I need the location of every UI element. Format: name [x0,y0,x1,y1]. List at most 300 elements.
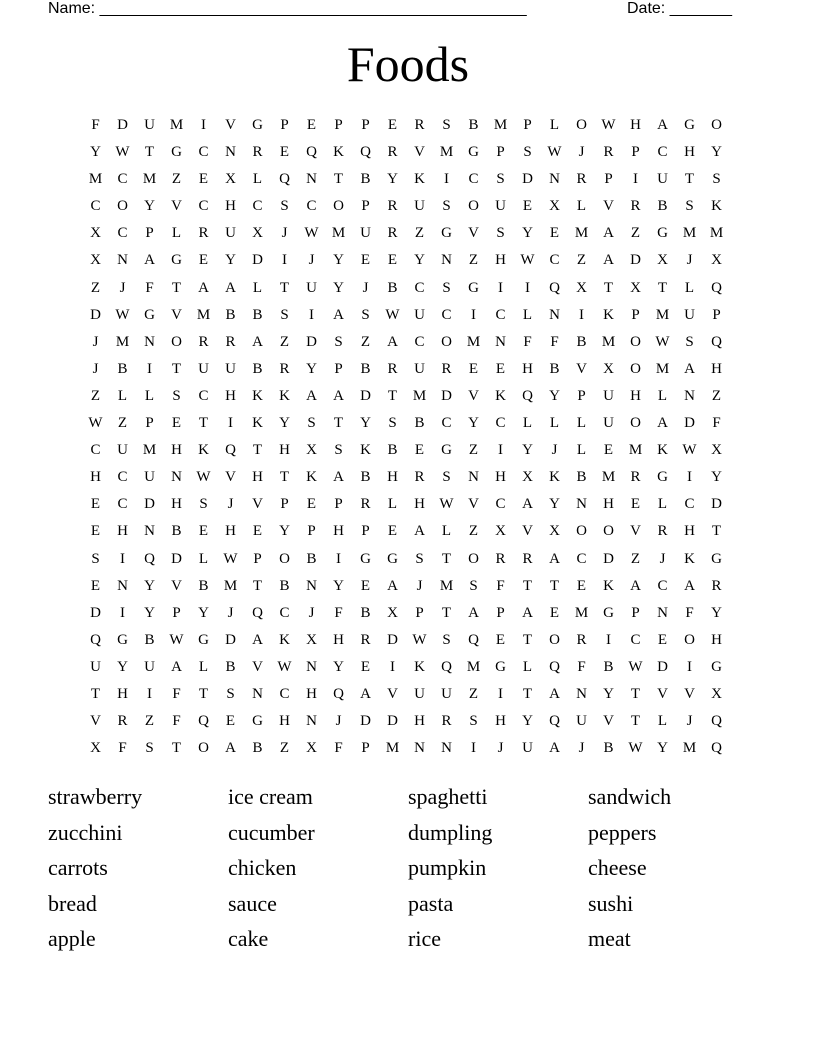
grid-letter: R [495,550,506,567]
grid-letter: L [522,658,533,675]
grid-letter: H [684,523,695,540]
grid-letter: A [306,387,317,404]
grid-letter: T [279,279,290,296]
grid-letter: K [360,442,371,459]
grid-letter: D [225,631,236,648]
grid-letter: V [468,387,479,404]
grid-letter: P [496,144,505,161]
grid-letter: F [334,604,343,621]
grid-letter: M [493,117,508,133]
grid-letter: V [387,685,398,702]
grid-letter: K [603,577,614,594]
grid-letter: M [412,387,427,404]
grid-letter: A [522,496,533,513]
grid-letter: F [496,577,505,594]
grid-letter: I [498,442,503,459]
grid-letter: M [88,171,103,188]
grid-letter: X [549,198,560,215]
grid-letter: L [387,496,398,513]
word-list-item: sushi [588,890,634,916]
grid-letter: K [549,469,560,486]
grid-letter: N [441,740,452,757]
grid-letter: Y [144,604,155,621]
grid-letter: S [469,713,478,730]
grid-letter: Y [333,577,344,594]
grid-letter: E [603,442,614,459]
grid-letter: V [414,144,425,161]
grid-letter: O [549,631,560,648]
grid-letter: B [603,658,614,675]
grid-letter: L [549,415,560,432]
word-list-item: apple [48,926,96,952]
grid-letter: N [576,685,587,702]
grid-letter: K [414,658,425,675]
grid-letter: Z [279,333,290,350]
word-list-item: sauce [228,890,277,916]
grid-letter: B [360,360,371,377]
grid-letter: P [631,144,640,161]
grid-letter: D [171,550,182,567]
word-list-item: pumpkin [408,855,487,881]
grid-letter: R [630,469,641,486]
word-list-item: bread [48,890,97,916]
grid-letter: Z [171,171,182,188]
grid-letter: W [277,658,292,675]
grid-letter: R [225,333,236,350]
grid-letter: Q [468,631,479,648]
grid-letter: L [657,387,668,404]
grid-letter: H [90,469,101,486]
grid-letter: W [547,144,562,161]
grid-letter: A [225,279,236,296]
grid-letter: I [633,171,638,188]
grid-letter: T [252,442,263,459]
grid-letter: A [684,360,695,377]
grid-letter: E [576,577,587,594]
grid-letter: Y [711,469,722,486]
grid-letter: P [712,306,721,323]
grid-letter: Z [414,225,425,242]
grid-letter: G [387,550,398,567]
grid-letter: C [117,171,128,188]
grid-letter: Y [225,252,236,269]
grid-letter: R [117,713,128,730]
grid-letter: O [630,415,641,432]
grid-letter: S [442,279,451,296]
grid-letter: C [414,333,425,350]
grid-letter: V [90,713,101,730]
grid-letter: U [225,360,236,377]
grid-letter: A [603,252,614,269]
grid-letter: C [549,252,560,269]
grid-letter: T [684,171,695,188]
grid-letter: H [117,685,128,702]
grid-letter: F [712,415,721,432]
grid-letter: H [225,523,236,540]
grid-letter: D [603,550,614,567]
grid-letter: C [198,387,209,404]
grid-letter: Z [468,685,479,702]
grid-letter: Q [711,713,722,730]
grid-letter: Z [90,387,101,404]
grid-letter: D [90,306,101,323]
grid-letter: T [387,387,398,404]
grid-letter: F [172,713,181,730]
grid-letter: J [92,333,99,350]
grid-letter: Y [387,171,398,188]
grid-letter: F [118,740,127,757]
grid-letter: R [387,198,398,215]
grid-letter: X [522,469,533,486]
grid-letter: T [333,171,344,188]
grid-letter: N [495,333,506,350]
grid-letter: B [657,198,668,215]
grid-letter: A [333,306,344,323]
grid-letter: J [92,360,99,377]
grid-letter: X [711,252,722,269]
grid-letter: G [495,658,506,675]
grid-letter: Q [711,279,722,296]
grid-letter: P [334,360,343,377]
grid-letter: M [682,225,697,242]
grid-letter: K [279,631,290,648]
worksheet-header [48,0,748,20]
grid-letter: B [576,333,587,350]
grid-letter: E [90,523,101,540]
grid-letter: B [117,360,128,377]
grid-letter: U [576,713,587,730]
grid-letter: L [684,279,695,296]
grid-letter: R [387,360,398,377]
grid-letter: J [686,713,693,730]
grid-letter: D [387,713,398,730]
grid-letter: V [171,198,182,215]
grid-letter: C [495,415,506,432]
grid-letter: Y [522,713,533,730]
grid-letter: R [576,171,587,188]
grid-letter: W [682,442,697,459]
grid-letter: E [630,496,641,513]
grid-letter: G [144,306,155,323]
grid-letter: D [360,387,371,404]
grid-letter: H [711,631,722,648]
grid-letter: Y [522,442,533,459]
grid-letter: Y [279,523,290,540]
grid-letter: C [495,306,506,323]
grid-letter: M [439,577,454,594]
grid-letter: H [252,469,263,486]
grid-letter: O [198,740,209,757]
grid-letter: L [576,442,587,459]
grid-letter: A [360,685,371,702]
grid-letter: T [630,685,641,702]
grid-letter: A [549,740,560,757]
grid-letter: I [390,658,395,675]
grid-letter: T [252,577,263,594]
grid-letter: L [657,496,668,513]
grid-letter: B [198,577,209,594]
grid-letter: R [414,117,425,133]
grid-letter: S [469,577,478,594]
grid-letter: K [333,144,344,161]
grid-letter: P [523,117,532,133]
grid-letter: X [306,740,317,757]
grid-letter: R [252,144,263,161]
word-list-item: cheese [588,855,647,881]
grid-letter: P [172,604,181,621]
grid-letter: O [630,333,641,350]
grid-letter: F [91,117,100,133]
grid-letter: T [441,604,452,621]
grid-letter: Z [630,225,641,242]
grid-letter: N [306,171,317,188]
grid-letter: S [442,198,451,215]
grid-letter: W [385,306,400,323]
grid-letter: D [441,387,452,404]
grid-letter: E [225,713,236,730]
grid-letter: G [603,604,614,621]
grid-letter: L [252,171,263,188]
grid-letter: F [172,685,181,702]
grid-letter: D [360,713,371,730]
grid-letter: I [309,306,314,323]
grid-letter: N [549,306,560,323]
grid-letter: S [280,198,289,215]
grid-letter: U [198,360,209,377]
grid-letter: T [603,279,614,296]
grid-letter: Y [549,387,560,404]
grid-letter: E [171,415,182,432]
grid-letter: E [468,360,479,377]
grid-letter: V [603,713,614,730]
grid-letter: J [308,252,315,269]
grid-letter: E [414,442,425,459]
word-list-item: dumpling [408,819,493,845]
grid-letter: Q [90,631,101,648]
grid-letter: P [361,523,370,540]
grid-letter: A [522,604,533,621]
grid-letter: N [414,740,425,757]
date-field-label: Date: _______ [627,0,732,17]
grid-letter: L [657,713,668,730]
grid-letter: O [630,360,641,377]
grid-letter: V [576,360,587,377]
grid-letter: M [628,442,643,459]
grid-letter: S [388,415,397,432]
grid-letter: B [252,306,263,323]
grid-letter: C [684,496,695,513]
grid-letter: P [361,117,370,133]
grid-letter: S [442,469,451,486]
grid-letter: D [144,496,155,513]
grid-letter: R [657,523,668,540]
grid-letter: P [334,496,343,513]
grid-letter: A [603,225,614,242]
grid-letter: H [495,713,506,730]
grid-letter: Y [711,604,722,621]
grid-letter: R [279,360,290,377]
grid-letter: U [90,658,101,675]
grid-letter: Y [333,658,344,675]
page-title: Foods [346,36,470,92]
grid-letter: P [253,550,262,567]
grid-letter: C [657,577,668,594]
grid-letter: P [415,604,424,621]
grid-letter: Y [144,577,155,594]
grid-letter: Q [144,550,155,567]
grid-letter: A [387,333,398,350]
grid-letter: F [523,333,532,350]
grid-letter: M [439,144,454,161]
grid-letter: T [171,360,182,377]
grid-letter: E [90,577,101,594]
grid-letter: S [496,225,505,242]
grid-letter: O [684,631,695,648]
grid-letter: D [657,658,668,675]
grid-letter: O [576,523,587,540]
grid-letter: A [414,523,425,540]
grid-letter: R [522,550,533,567]
grid-letter: P [496,604,505,621]
grid-letter: N [576,496,587,513]
word-list [48,779,768,957]
grid-letter: Y [306,360,317,377]
grid-letter: M [601,469,616,486]
grid-letter: C [576,550,587,567]
grid-letter: H [279,713,290,730]
word-list-item: rice [408,926,441,952]
grid-letter: O [117,198,128,215]
grid-letter: N [117,577,128,594]
grid-letter: B [360,171,371,188]
grid-letter: Z [279,740,290,757]
grid-letter: T [522,577,533,594]
grid-letter: M [574,225,589,242]
grid-letter: J [227,604,234,621]
grid-letter: T [630,713,641,730]
grid-letter: E [198,523,209,540]
grid-letter: A [549,550,560,567]
grid-letter: G [171,144,182,161]
grid-letter: L [252,279,263,296]
grid-letter: G [657,225,668,242]
grid-letter: O [711,117,722,133]
word-list-item: cucumber [228,819,315,845]
grid-letter: C [90,198,101,215]
grid-letter: J [578,740,585,757]
grid-letter: A [144,252,155,269]
grid-letter: A [549,685,560,702]
grid-letter: M [655,306,670,323]
grid-letter: L [549,117,560,133]
grid-letter: N [252,685,263,702]
grid-letter: O [603,523,614,540]
grid-letter: F [550,333,559,350]
grid-letter: M [709,225,724,242]
grid-letter: W [628,658,643,675]
grid-letter: T [279,469,290,486]
grid-letter: H [414,496,425,513]
grid-letter: O [333,198,344,215]
grid-letter: T [171,279,182,296]
grid-letter: L [576,415,587,432]
grid-letter: U [603,387,614,404]
grid-letter: V [171,577,182,594]
grid-letter: Q [306,144,317,161]
grid-letter: U [144,658,155,675]
grid-letter: H [414,713,425,730]
grid-letter: C [252,198,263,215]
grid-letter: U [360,225,371,242]
grid-letter: X [603,360,614,377]
grid-letter: P [631,604,640,621]
grid-letter: W [196,469,211,486]
grid-letter: C [279,604,290,621]
grid-letter: P [631,306,640,323]
grid-letter: H [279,442,290,459]
grid-letter: E [360,658,371,675]
grid-letter: S [334,333,343,350]
grid-letter: M [115,333,130,350]
grid-letter: H [630,387,641,404]
grid-letter: C [117,469,128,486]
grid-letter: U [144,469,155,486]
grid-letter: U [414,360,425,377]
grid-letter: N [144,333,155,350]
grid-letter: Z [711,387,722,404]
grid-letter: T [522,685,533,702]
grid-letter: I [282,252,287,269]
grid-letter: T [441,550,452,567]
grid-letter: U [225,225,236,242]
grid-letter: S [280,306,289,323]
grid-letter: Y [198,604,209,621]
grid-letter: R [387,225,398,242]
grid-letter: D [90,604,101,621]
grid-letter: Z [468,523,479,540]
grid-letter: A [657,117,668,133]
grid-letter: X [90,740,101,757]
grid-letter: J [416,577,423,594]
grid-letter: S [685,198,694,215]
grid-letter: E [198,171,209,188]
grid-letter: E [657,631,668,648]
grid-letter: M [142,442,157,459]
grid-letter: A [225,740,236,757]
grid-letter: N [117,252,128,269]
grid-letter: R [360,496,371,513]
grid-letter: N [684,387,695,404]
word-list-item: strawberry [48,784,143,809]
grid-letter: P [145,415,154,432]
grid-letter: Z [360,333,371,350]
grid-letter: E [198,252,209,269]
grid-letter: W [628,740,643,757]
grid-letter: K [252,387,263,404]
grid-letter: L [522,415,533,432]
grid-letter: Y [90,144,101,161]
grid-letter: T [144,144,155,161]
grid-letter: V [225,469,236,486]
grid-letter: A [333,387,344,404]
grid-letter: E [387,117,398,133]
grid-letter: I [471,306,476,323]
grid-letter: H [684,144,695,161]
grid-letter: B [144,631,155,648]
grid-letter: G [468,279,479,296]
grid-letter: G [684,117,695,133]
grid-letter: W [169,631,184,648]
